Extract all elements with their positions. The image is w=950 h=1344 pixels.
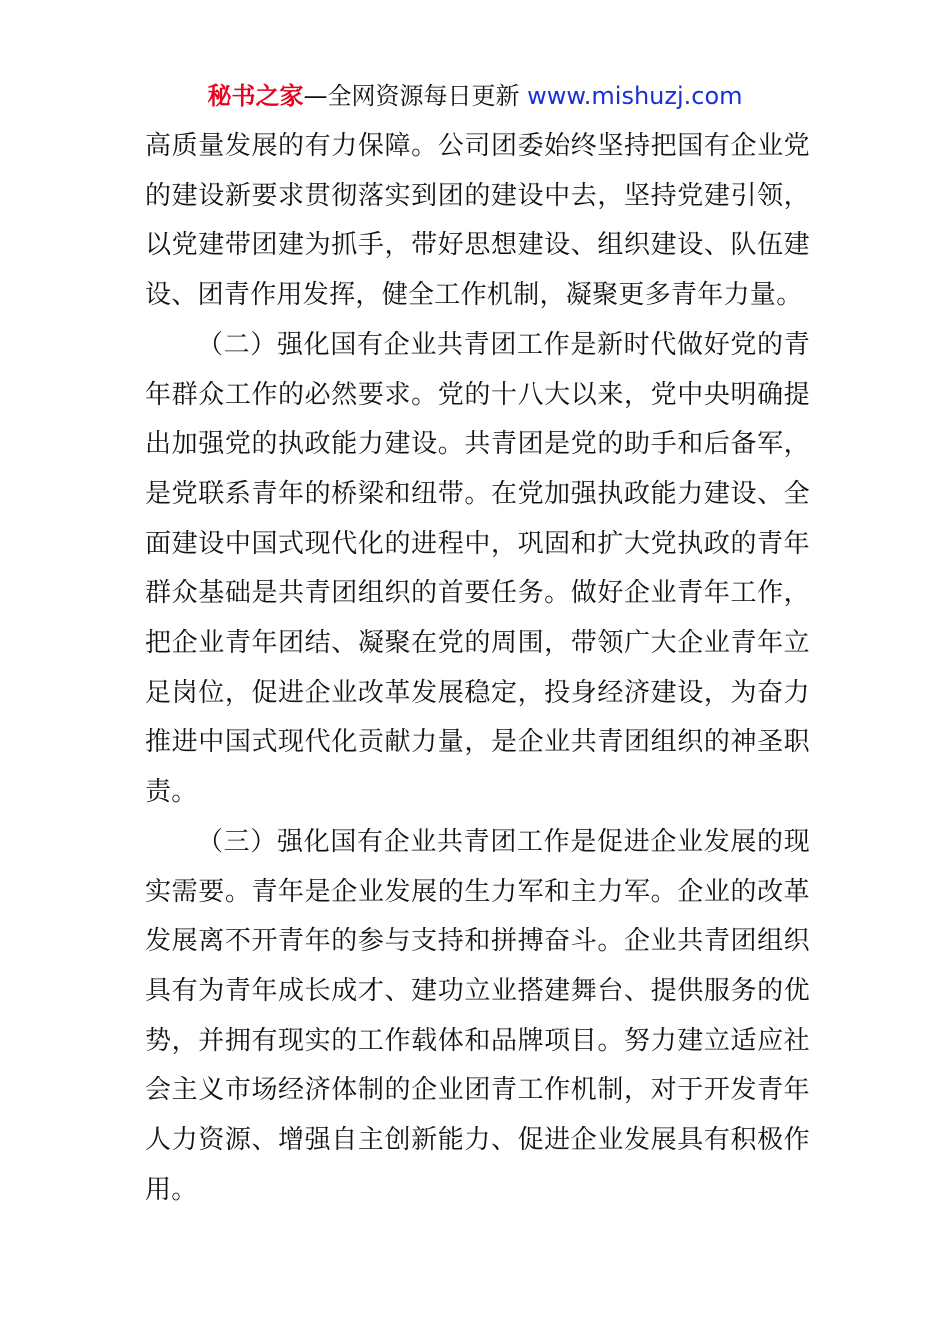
site-tagline: —全网资源每日更新 — [303, 82, 520, 110]
document-body — [145, 122, 810, 1215]
paragraph-section-three: （三）强化国有企业共青团工作是促进企业发展的现实需要。青年是企业发展的生力军和主力军。企业的改革发展离不开青年的参与支持和拼搏奋斗。企业共青团组织具有为青年成长成才、建功立业搭建舞台、提供服务的优势，并拥有现实的工作载体和品牌项目。努力建立适应社会主义市场经济体制的企业团青工作机制，对于开发青年人力资源、增强自主创新能力、促进企业发展具有积极作用。 — [145, 826, 810, 1205]
paragraph-continuation: 高质量发展的有力保障。公司团委始终坚持把国有企业党的建设新要求贯彻落实到团的建设中去，坚持党建引领，以党建带团建为抓手，带好思想建设、组织建设、队伍建设、团青作用发挥，健全工作机制，凝聚更多青年力量。 — [145, 131, 810, 311]
paragraph-section-two: （二）强化国有企业共青团工作是新时代做好党的青年群众工作的必然要求。党的十八大以来，党中央明确提出加强党的执政能力建设。共青团是党的助手和后备军，是党联系青年的桥梁和纽带。在党加强执政能力建设、全面建设中国式现代化的进程中，巩固和扩大党执政的青年群众基础是共青团组织的首要任务。做好企业青年工作，把企业青年团结、凝聚在党的周围，带领广大企业青年立足岗位，促进企业改革发展稳定，投身经济建设，为奋力推进中国式现代化贡献力量，是企业共青团组织的神圣职责。 — [145, 329, 810, 808]
page-header — [0, 78, 950, 114]
site-url-link[interactable]: www.mishuzj.com — [527, 82, 743, 110]
site-brand: 秘书之家 — [207, 82, 304, 110]
